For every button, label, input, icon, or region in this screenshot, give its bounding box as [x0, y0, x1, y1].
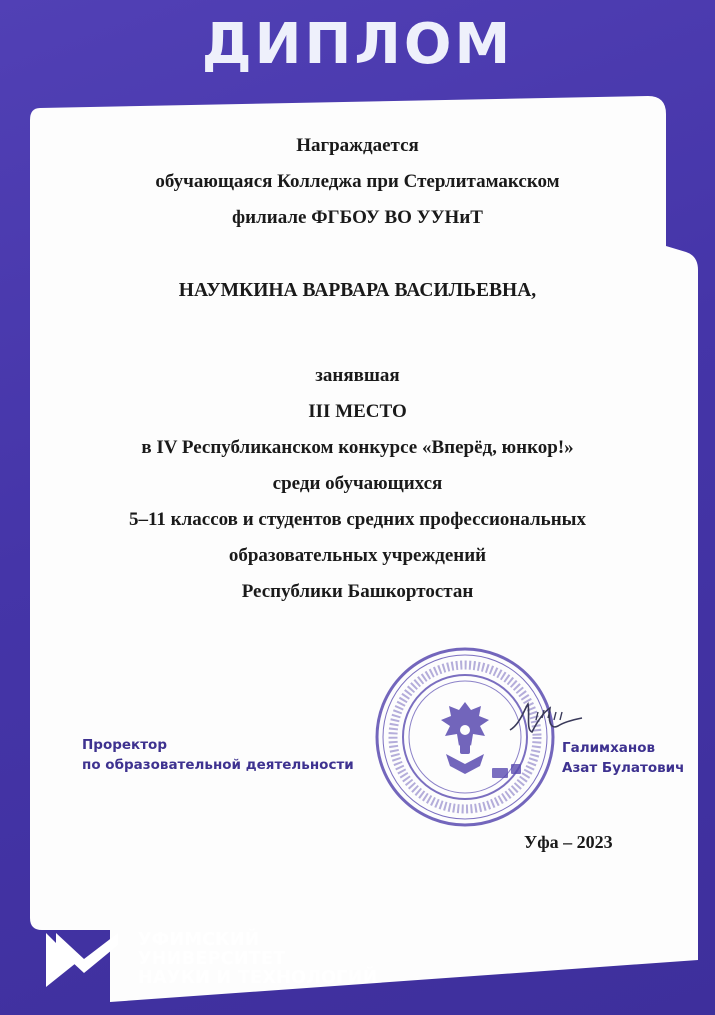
award-line: Награждается: [296, 135, 419, 156]
award-intro: [40, 128, 675, 236]
logo-text-line: УНИВЕРСИТЕТ: [138, 949, 286, 969]
city-year: Уфа – 2023: [524, 832, 613, 852]
award-line: филиале ФГБОУ ВО УУНиТ: [232, 207, 483, 228]
recipient-name: НАУМКИНА ВАРВАРА ВАСИЛЬЕВНА,: [178, 280, 537, 301]
place-label: III МЕСТО: [308, 401, 407, 422]
diploma-title: ДИПЛОМ: [201, 12, 514, 77]
signatory-name-line: Галимханов: [562, 740, 656, 756]
university-logo-icon: [44, 929, 122, 987]
university-logo-text: [138, 931, 378, 988]
signatory-role-line: Проректор: [82, 737, 167, 753]
award-line: в IV Республиканском конкурсе «Вперёд, юнкор!»: [141, 437, 574, 458]
award-details: [40, 358, 675, 610]
logo-text-line: НАУКИ И ТЕХНОЛОГИЙ: [138, 968, 378, 988]
award-line: 5–11 классов и студентов средних профессиональных: [128, 509, 587, 530]
logo-text-line: УФИМСКИЙ: [138, 930, 260, 950]
award-line: занявшая: [315, 365, 400, 386]
signatory-role: [82, 735, 354, 775]
signatory-role-line: по образовательной деятельности: [82, 757, 354, 773]
award-line: образовательных учреждений: [228, 545, 487, 566]
award-line: среди обучающихся: [272, 473, 443, 494]
signatory-name: [562, 738, 684, 778]
award-line: обучающаяся Колледжа при Стерлитамакском: [155, 171, 560, 192]
award-line: Республики Башкортостан: [241, 581, 474, 602]
signatory-name-line: Азат Булатович: [562, 760, 685, 776]
